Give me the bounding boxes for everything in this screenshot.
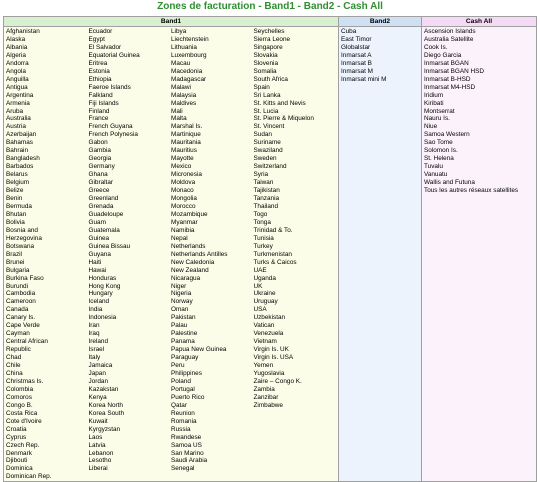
country-item: Cote d'Ivoire <box>6 417 42 425</box>
country-item: Qatar <box>171 401 187 409</box>
country-item: Panama <box>171 338 195 346</box>
country-item: Zanzibar <box>253 393 279 401</box>
country-item: Zaire – Congo K. <box>253 377 302 385</box>
country-item: Puerto Rico <box>171 393 205 401</box>
country-item: Tunisia <box>253 234 274 242</box>
country-item: Iridium <box>424 91 444 99</box>
country-item: Netherlands <box>171 242 206 250</box>
body-row <box>4 27 537 482</box>
country-item: El Salvador <box>88 43 122 51</box>
country-item: Iceland <box>88 298 110 306</box>
country-item: Palau <box>171 322 188 330</box>
country-item: Cameroon <box>6 298 36 306</box>
country-item: Saudi Arabia <box>171 457 208 465</box>
country-item: France <box>88 115 109 123</box>
country-item: Senegal <box>171 465 195 473</box>
country-item: Virgin Is. UK <box>253 346 289 354</box>
country-item: Chile <box>6 362 21 370</box>
country-item: Sweden <box>253 155 277 163</box>
country-item: Colombia <box>6 385 33 393</box>
country-item: Uzbekistan <box>253 314 286 322</box>
country-item: Morocco <box>171 202 196 210</box>
country-item: Iraq <box>88 330 100 338</box>
country-item: Ireland <box>88 338 109 346</box>
country-item: New Caledonia <box>171 258 215 266</box>
country-item: Greece <box>88 187 110 195</box>
country-item: Guadeloupe <box>88 210 124 218</box>
country-item: Guyana <box>88 250 111 258</box>
country-item: Cyprus <box>6 433 27 441</box>
country-item: Armenia <box>6 99 30 107</box>
country-item: Croatia <box>6 425 27 433</box>
cash-all-list <box>424 28 534 195</box>
country-item: Zimbabwe <box>253 401 283 409</box>
country-item: Samoa US <box>171 441 202 449</box>
country-item: Libya <box>171 28 187 35</box>
country-item: Czech Rep. <box>6 441 40 449</box>
country-item: Korea South <box>88 409 125 417</box>
country-item: Lithuania <box>171 43 197 51</box>
country-item: Martinique <box>171 131 201 139</box>
country-item: St. Lucia <box>253 107 279 115</box>
country-item: French Polynesia <box>88 131 138 139</box>
country-item: Tous les autres réseaux satellites <box>424 187 519 195</box>
country-item: Bahamas <box>6 139 33 147</box>
country-item: Luxembourg <box>171 51 207 59</box>
country-item: Guinea <box>88 234 110 242</box>
country-item: Finland <box>88 107 110 115</box>
country-item: Haiti <box>88 258 102 266</box>
country-item: Netherlands Antilles <box>171 250 228 258</box>
country-item: Mauritius <box>171 147 197 155</box>
country-item: Hungary <box>88 290 113 298</box>
country-item: Uganda <box>253 274 276 282</box>
country-item: Sao Tome <box>424 139 453 147</box>
country-item: Norway <box>171 298 193 306</box>
country-item: Kuwait <box>88 417 108 425</box>
country-item: Greenland <box>88 195 119 203</box>
country-item: Myanmar <box>171 218 198 226</box>
country-item: Egypt <box>88 35 105 43</box>
country-item: Hong Kong <box>88 282 121 290</box>
country-item: Comoros <box>6 393 32 401</box>
country-item: Antigua <box>6 83 28 91</box>
country-item: Equatorial Guinea <box>88 51 140 59</box>
country-item: South Africa <box>253 75 288 83</box>
country-item: Inmarsat B <box>341 59 372 67</box>
page-title: Zones de facturation - Band1 - Band2 - Cash All <box>157 1 383 12</box>
country-item: Brunei <box>6 258 25 266</box>
country-item: Inmarsat A <box>341 51 372 59</box>
country-item: Benin <box>6 195 23 203</box>
country-item: Burkina Faso <box>6 274 44 282</box>
country-item: Solomon Is. <box>424 147 458 155</box>
country-item: Israel <box>88 346 105 354</box>
country-item: Nicaragua <box>171 274 201 282</box>
country-item: Iran <box>88 322 100 330</box>
country-item: Virgin Is. USA <box>253 354 294 362</box>
country-item: Seychelles <box>253 28 285 35</box>
country-item: Grenada <box>88 202 114 210</box>
country-item: Latvia <box>88 441 106 449</box>
country-item: Turkey <box>253 242 273 250</box>
country-item: Afghanistan <box>6 28 40 35</box>
country-item: Hawai <box>88 266 107 274</box>
country-item: Palestine <box>171 330 198 338</box>
country-item: Aruba <box>6 107 24 115</box>
country-item: Inmarsat BGAN <box>424 59 469 67</box>
country-item: Switzerland <box>253 163 287 171</box>
country-item: Anguilla <box>6 75 29 83</box>
country-item: Ukraine <box>253 290 276 298</box>
country-item: Sierra Leone <box>253 35 291 43</box>
country-item: Dominican Rep. <box>6 473 52 481</box>
band1-columns <box>6 28 336 481</box>
country-item: Estonia <box>88 67 110 75</box>
country-item: Laos <box>88 433 103 441</box>
country-item: Botswana <box>6 242 35 250</box>
country-item: Austria <box>6 123 26 131</box>
country-item: Niue <box>424 123 438 131</box>
country-item: Inmarsat BGAN HSD <box>424 67 485 75</box>
country-item: Sudan <box>253 131 272 139</box>
band1-header: Band1 <box>4 17 339 27</box>
country-item: Wallis and Futuna <box>424 179 475 187</box>
country-item: USA <box>253 306 267 314</box>
cash-all-cell <box>422 27 537 482</box>
country-item: Portugal <box>171 385 195 393</box>
country-item: Cayman <box>6 330 30 338</box>
country-item: Poland <box>171 377 191 385</box>
country-item: Russia <box>171 425 191 433</box>
country-item: Faeroe Islands <box>88 83 131 91</box>
country-item: Thailand <box>253 202 279 210</box>
country-item: Canary Is. <box>6 314 36 322</box>
country-item: Macedonia <box>171 67 203 75</box>
band1-cell <box>4 27 339 482</box>
country-item: Costa Rica <box>6 409 38 417</box>
country-item: Malawi <box>171 83 191 91</box>
country-item: Zambia <box>253 385 275 393</box>
country-item: Bhutan <box>6 210 27 218</box>
country-item: Spain <box>253 83 270 91</box>
country-item: Montserrat <box>424 107 455 115</box>
country-item: Bolivia <box>6 218 25 226</box>
country-item: Lesotho <box>88 457 112 465</box>
country-item: Mozambique <box>171 210 208 218</box>
country-item: Turks & Caicos <box>253 258 297 266</box>
country-item: Oman <box>171 306 189 314</box>
country-item: Samoa Western <box>424 131 470 139</box>
country-item: Mongolia <box>171 195 197 203</box>
country-item: Guinea Bissau <box>88 242 131 250</box>
country-item: Tajikistan <box>253 187 280 195</box>
country-item: Andorra <box>6 59 29 67</box>
country-item: Marshal Is. <box>171 123 203 131</box>
country-item: Ghana <box>88 171 108 179</box>
country-item: Vanuatu <box>424 171 448 179</box>
country-item: Moldova <box>171 179 196 187</box>
band2-header: Band2 <box>339 17 422 27</box>
country-item: Yugoslavia <box>253 369 285 377</box>
country-item: Slovenia <box>253 59 279 67</box>
country-item: Kazakstan <box>88 385 119 393</box>
country-item: Cape Verde <box>6 322 40 330</box>
country-item: Togo <box>253 210 268 218</box>
country-item: India <box>88 306 103 314</box>
country-item: St. Vincent <box>253 123 285 131</box>
country-item: Australia <box>6 115 31 123</box>
country-item: Peru <box>171 362 185 370</box>
country-item: French Guyana <box>88 123 133 131</box>
country-item: Tanzania <box>253 195 280 203</box>
country-item: Vietnam <box>253 338 277 346</box>
band1-column-2 <box>89 28 172 481</box>
country-item: Tonga <box>253 218 271 226</box>
country-item: Philippines <box>171 369 202 377</box>
country-item: Bermuda <box>6 202 32 210</box>
country-item: Slovakia <box>253 51 278 59</box>
country-item: Republic <box>6 346 31 354</box>
country-item: Mexico <box>171 163 192 171</box>
band1-column-1 <box>6 28 89 481</box>
country-item: Belgium <box>6 179 30 187</box>
country-item: Gibraltar <box>88 179 114 187</box>
country-item: Argentina <box>6 91 34 99</box>
country-item: Syria <box>253 171 269 179</box>
country-item: Diego Garcia <box>424 51 462 59</box>
country-item: Albania <box>6 43 28 51</box>
country-item: Gabon <box>88 139 108 147</box>
country-item: Azerbaijan <box>6 131 37 139</box>
country-item: Brazil <box>6 250 22 258</box>
country-item: Monaco <box>171 187 194 195</box>
zones-table <box>3 16 537 482</box>
country-item: Nepal <box>171 234 188 242</box>
country-item: Globalstar <box>341 43 371 51</box>
country-item: Nigeria <box>171 290 192 298</box>
country-item: Nauru Is. <box>424 115 450 123</box>
country-item: Niger <box>171 282 187 290</box>
header-row <box>4 17 537 27</box>
country-item: Inmarsat B-HSD <box>424 75 471 83</box>
country-item: Italy <box>88 354 101 362</box>
country-item: Bosnia and <box>6 226 38 234</box>
country-item: Inmarsat mini M <box>341 75 387 83</box>
country-item: Cook Is. <box>424 43 448 51</box>
country-item: Jamaica <box>88 362 113 370</box>
country-item: Papua New Guinea <box>171 346 227 354</box>
country-item: Dominica <box>6 465 33 473</box>
country-item: Micronesia <box>171 171 202 179</box>
cash-all-header: Cash All <box>422 17 537 27</box>
country-item: Honduras <box>88 274 117 282</box>
country-item: Turkmenistan <box>253 250 292 258</box>
country-item: Guatemala <box>88 226 120 234</box>
country-item: Somalia <box>253 67 277 75</box>
country-item: Tuvalu <box>424 163 443 171</box>
country-item: Indonesia <box>88 314 117 322</box>
country-item: Australia Satellite <box>424 35 474 43</box>
country-item: Paraguay <box>171 354 199 362</box>
country-item: Jordan <box>88 377 109 385</box>
country-item: Kiribati <box>424 99 444 107</box>
country-item: Canada <box>6 306 29 314</box>
country-item: Bahrain <box>6 147 29 155</box>
country-item: Reunion <box>171 409 195 417</box>
country-item: St. Kitts and Nevis <box>253 99 306 107</box>
country-item: Alaska <box>6 35 26 43</box>
country-item: New Zealand <box>171 266 209 274</box>
country-item: Central African <box>6 338 48 346</box>
country-item: Guam <box>88 218 106 226</box>
country-item: Belize <box>6 187 24 195</box>
country-item: Chad <box>6 354 22 362</box>
country-item: Namibia <box>171 226 195 234</box>
band2-list <box>341 28 419 84</box>
country-item: Herzegovina <box>6 234 42 242</box>
country-item: St. Pierre & Miquelon <box>253 115 314 123</box>
country-item: Maldives <box>171 99 197 107</box>
country-item: San Marino <box>171 449 204 457</box>
country-item: UAE <box>253 266 267 274</box>
country-item: Swaziland <box>253 147 283 155</box>
country-item: Liechtenstein <box>171 35 209 43</box>
country-item: Denmark <box>6 449 32 457</box>
country-item: Fiji Islands <box>88 99 119 107</box>
country-item: Inmarsat M <box>341 67 373 75</box>
country-item: Ascension Islands <box>424 28 476 35</box>
country-item: Djibouti <box>6 457 28 465</box>
country-item: Christmas Is. <box>6 377 44 385</box>
country-item: Burundi <box>6 282 29 290</box>
country-item: Malaysia <box>171 91 197 99</box>
country-item: Belarus <box>6 171 28 179</box>
country-item: Germany <box>88 163 115 171</box>
country-item: UK <box>253 282 263 290</box>
country-item: Macau <box>171 59 191 67</box>
country-item: Kenya <box>88 393 107 401</box>
country-item: Madagascar <box>171 75 207 83</box>
country-item: Japan <box>88 369 106 377</box>
country-item: Bulgaria <box>6 266 30 274</box>
country-item: Trinidad & To. <box>253 226 293 234</box>
country-item: Pakistan <box>171 314 196 322</box>
country-item: East Timor <box>341 35 372 43</box>
band1-column-4 <box>254 28 337 481</box>
country-item: Suriname <box>253 139 281 147</box>
country-item: Malta <box>171 115 187 123</box>
band2-cell <box>339 27 422 482</box>
country-item: Kyrgyzstan <box>88 425 121 433</box>
country-item: Ecuador <box>88 28 113 35</box>
country-item: Algeria <box>6 51 26 59</box>
country-item: Vatican <box>253 322 275 330</box>
country-item: Taiwan <box>253 179 274 187</box>
country-item: Venezuela <box>253 330 284 338</box>
country-item: Inmarsat M4-HSD <box>424 83 476 91</box>
country-item: Rwandese <box>171 433 202 441</box>
country-item: Mayotte <box>171 155 194 163</box>
country-item: Cambodia <box>6 290 36 298</box>
country-item: St. Helena <box>424 155 454 163</box>
country-item: Eritrea <box>88 59 108 67</box>
country-item: Singapore <box>253 43 283 51</box>
country-item: Sri Lanka <box>253 91 281 99</box>
country-item: Cuba <box>341 28 357 35</box>
country-item: Barbados <box>6 163 34 171</box>
country-item: Yemen <box>253 362 274 370</box>
country-item: Uruguay <box>253 298 278 306</box>
country-item: Mali <box>171 107 183 115</box>
country-item: Angola <box>6 67 26 75</box>
country-item: Liberai <box>88 465 108 473</box>
band1-column-3 <box>171 28 254 481</box>
country-item: Bangladesh <box>6 155 40 163</box>
country-item: Falkland <box>88 91 113 99</box>
country-item: Georgia <box>88 155 112 163</box>
country-item: Mauritania <box>171 139 201 147</box>
country-item: Gambia <box>88 147 111 155</box>
country-item: Romania <box>171 417 197 425</box>
country-item: China <box>6 369 23 377</box>
country-item: Lebanon <box>88 449 114 457</box>
country-item: Ethiopia <box>88 75 112 83</box>
country-item: Korea North <box>88 401 123 409</box>
country-item: Congo B. <box>6 401 33 409</box>
